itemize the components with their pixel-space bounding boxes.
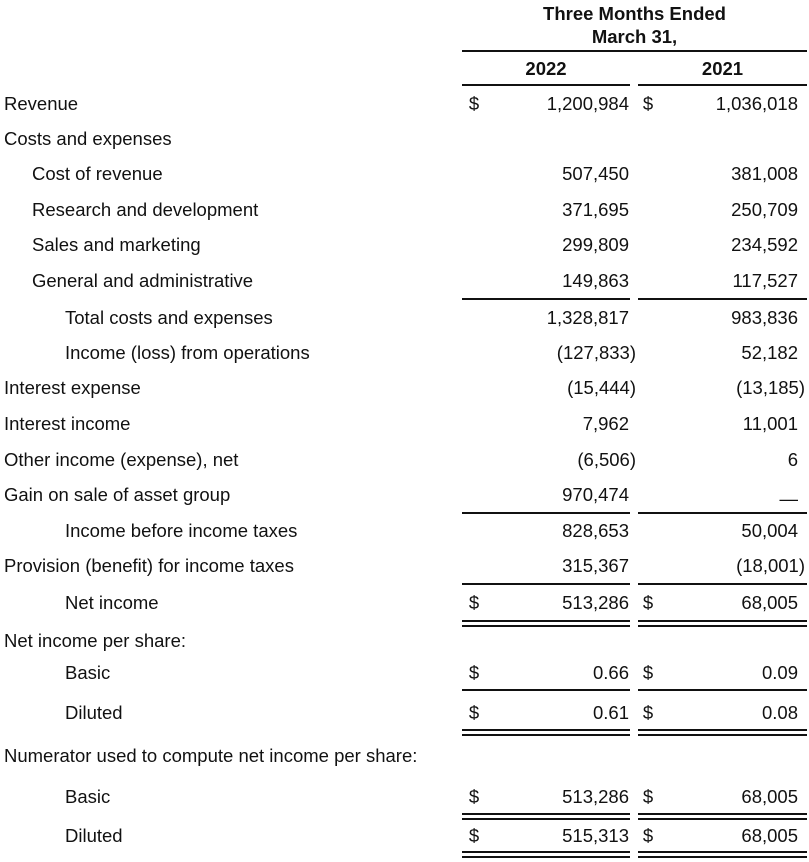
- value-2021: 68,005: [741, 825, 798, 846]
- currency-symbol: $: [642, 825, 654, 846]
- eps-double-rule-2021: [638, 729, 807, 731]
- year-2022-header: 2022: [525, 58, 567, 79]
- currency-symbol: $: [468, 786, 480, 807]
- numerator-double-rule-2021: [638, 813, 807, 815]
- row-label: Basic: [65, 786, 111, 807]
- value-2022: 1,200,984: [546, 93, 629, 114]
- total-double-rule-2021: [638, 625, 807, 627]
- value-2021: 50,004: [741, 520, 798, 541]
- header-rule: [462, 50, 807, 52]
- currency-symbol: $: [468, 592, 480, 613]
- value-2021: 0.08: [761, 702, 798, 723]
- value-2022: (6,506): [577, 449, 636, 470]
- value-2021: 0.09: [761, 662, 798, 683]
- value-2021: 250,709: [731, 199, 798, 220]
- value-2022: 513,286: [562, 786, 629, 807]
- numerator-double-rule-2021: [638, 818, 807, 820]
- value-2022: 513,286: [562, 592, 629, 613]
- value-2021: 117,527: [732, 270, 798, 291]
- value-2021: 68,005: [741, 786, 798, 807]
- row-label: Income (loss) from operations: [65, 342, 310, 363]
- currency-symbol: $: [468, 702, 480, 723]
- row-label: Other income (expense), net: [4, 449, 239, 470]
- value-2021: —: [779, 488, 798, 509]
- row-label: Net income: [65, 592, 159, 613]
- value-2022: 515,313: [562, 825, 629, 846]
- row-label: Total costs and expenses: [65, 307, 273, 328]
- subtotal-rule-2022: [462, 298, 630, 300]
- value-2021: 1,036,018: [715, 93, 798, 114]
- row-label: Provision (benefit) for income taxes: [4, 555, 294, 576]
- value-2022: 0.61: [592, 702, 629, 723]
- value-2021: (13,185): [736, 377, 805, 398]
- numerator-double-rule-2022: [462, 813, 630, 815]
- value-2022: 1,328,817: [546, 307, 629, 328]
- eps-double-rule-2021: [638, 734, 807, 736]
- eps-double-rule-2022: [462, 729, 630, 731]
- year-2021-header: 2021: [701, 58, 744, 79]
- eps-double-rule-2022: [462, 734, 630, 736]
- currency-symbol: $: [468, 825, 480, 846]
- subtotal-rule-2021: [638, 512, 807, 514]
- row-label: Costs and expenses: [4, 128, 172, 149]
- value-2021: 234,592: [731, 234, 798, 255]
- subtotal-rule-2021: [638, 583, 807, 585]
- value-2022: 970,474: [562, 484, 629, 505]
- value-2022: 371,695: [562, 199, 629, 220]
- currency-symbol: $: [642, 93, 654, 114]
- row-label: Income before income taxes: [65, 520, 298, 541]
- value-2022: 0.66: [592, 662, 629, 683]
- row-label: Numerator used to compute net income per share:: [4, 745, 418, 766]
- row-label: Interest expense: [4, 377, 141, 398]
- row-research-and-development: [0, 199, 809, 231]
- year-rule-2021: [638, 84, 807, 86]
- row-interest-expense: [0, 377, 809, 409]
- row-label: Research and development: [32, 199, 259, 220]
- value-2021: 68,005: [741, 592, 798, 613]
- row-label: Basic: [65, 662, 111, 683]
- value-2022: 299,809: [562, 234, 629, 255]
- row-sales-and-marketing: [0, 234, 809, 266]
- currency-symbol: $: [468, 662, 480, 683]
- value-2022: (127,833): [556, 342, 636, 363]
- eps-rule-2021: [638, 689, 807, 691]
- value-2022: (15,444): [567, 377, 636, 398]
- total-double-rule-2021: [638, 620, 807, 622]
- value-2022: 507,450: [562, 163, 629, 184]
- currency-symbol: $: [642, 592, 654, 613]
- value-2022: 7,962: [582, 413, 629, 434]
- period-line-1: Three Months Ended: [543, 3, 726, 24]
- row-costs-and-expenses: [0, 128, 809, 160]
- currency-symbol: $: [642, 786, 654, 807]
- value-2021: (18,001): [736, 555, 805, 576]
- eps-rule-2022: [462, 689, 630, 691]
- row-label: Sales and marketing: [32, 234, 201, 255]
- value-2021: 52,182: [741, 342, 798, 363]
- subtotal-rule-2021: [638, 298, 807, 300]
- row-revenue: [0, 93, 809, 125]
- total-double-rule-2022: [462, 625, 630, 627]
- value-2021: 11,001: [742, 413, 798, 434]
- period-header: [462, 2, 807, 48]
- row-total-costs-and-expenses: [0, 307, 809, 339]
- currency-symbol: $: [468, 93, 480, 114]
- row-label: Gain on sale of asset group: [4, 484, 231, 505]
- row-label: Diluted: [65, 825, 123, 846]
- year-rule-2022: [462, 84, 630, 86]
- value-2022: 315,367: [562, 555, 629, 576]
- period-line-2: March 31,: [591, 26, 678, 47]
- row-income-before-taxes: [0, 520, 809, 552]
- currency-symbol: $: [642, 702, 654, 723]
- row-label: General and administrative: [32, 270, 254, 291]
- row-interest-income: [0, 413, 809, 445]
- row-net-income-per-share-heading: [0, 630, 809, 662]
- row-numerator-heading: [0, 745, 809, 777]
- row-label: Net income per share:: [4, 630, 187, 651]
- value-2022: 149,863: [562, 270, 629, 291]
- numerator-double-rule-2022: [462, 856, 630, 858]
- row-other-income-expense: [0, 449, 809, 481]
- numerator-double-rule-2021: [638, 856, 807, 858]
- total-double-rule-2022: [462, 620, 630, 622]
- row-income-from-operations: [0, 342, 809, 374]
- row-cost-of-revenue: [0, 163, 809, 195]
- subtotal-rule-2022: [462, 583, 630, 585]
- value-2021: 983,836: [731, 307, 798, 328]
- row-label: Revenue: [4, 93, 79, 114]
- value-2022: 828,653: [562, 520, 629, 541]
- row-label: Interest income: [4, 413, 131, 434]
- numerator-double-rule-2022: [462, 851, 630, 853]
- row-label: Diluted: [65, 702, 123, 723]
- row-label: Cost of revenue: [32, 163, 163, 184]
- subtotal-rule-2022: [462, 512, 630, 514]
- numerator-double-rule-2021: [638, 851, 807, 853]
- value-2021: 6: [787, 449, 798, 470]
- numerator-double-rule-2022: [462, 818, 630, 820]
- currency-symbol: $: [642, 662, 654, 683]
- value-2021: 381,008: [731, 163, 798, 184]
